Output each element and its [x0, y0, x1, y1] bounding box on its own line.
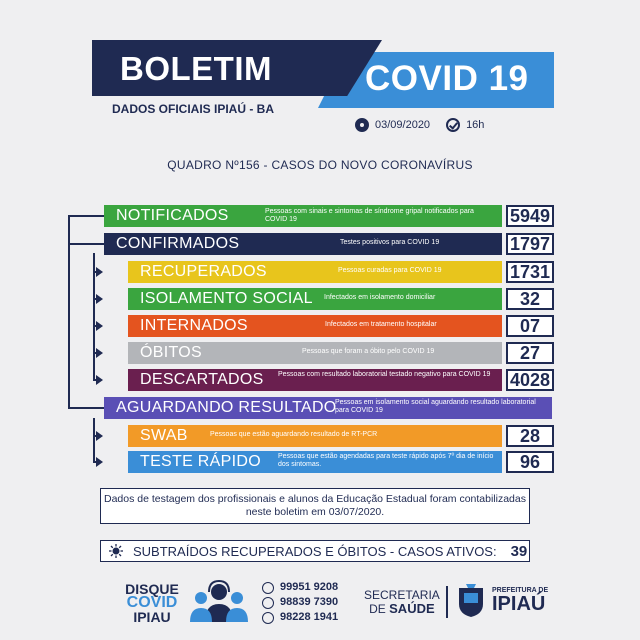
- tree-link: [93, 298, 99, 300]
- bar-label: SWAB: [140, 427, 188, 444]
- bar-label: DESCARTADOS: [140, 371, 264, 388]
- bar-label: TESTE RÁPIDO: [140, 453, 261, 470]
- phone-item[interactable]: [262, 580, 338, 595]
- tree-link: [93, 461, 99, 463]
- bar-internados: [128, 315, 502, 337]
- tree-link: [68, 243, 104, 245]
- tree-link: [68, 215, 104, 217]
- date-time: [355, 118, 484, 132]
- bar-description: Pessoas curadas para COVID 19: [338, 267, 442, 274]
- tree-sub-line: [93, 418, 95, 461]
- whatsapp-icon: [262, 582, 274, 594]
- count-notificados: 5949: [506, 205, 554, 227]
- active-cases-box: [100, 540, 530, 562]
- disque-text: DISQUE: [125, 581, 179, 597]
- covid-text: COVID: [126, 594, 178, 611]
- phone-item[interactable]: [262, 610, 338, 625]
- phone-number: 98839 7390: [280, 596, 339, 608]
- bar-description: Testes positivos para COVID 19: [340, 239, 440, 246]
- bar-description: Infectados em tratamento hospitalar: [325, 321, 437, 328]
- bar-label: CONFIRMADOS: [116, 235, 240, 252]
- count-isolamento-social: 32: [506, 288, 554, 310]
- quadro-title: QUADRO Nº156 - CASOS DO NOVO CORONAVÍRUS: [167, 158, 473, 172]
- bar-label: ISOLAMENTO SOCIAL: [140, 290, 313, 307]
- tree-link: [68, 407, 104, 409]
- page-title: BOLETIM: [120, 50, 272, 87]
- phone-item[interactable]: [262, 595, 338, 610]
- ipiau-text: IPIAU: [133, 609, 171, 625]
- count-swab: 28: [506, 425, 554, 447]
- bar-description: Infectados em isolamento domiciliar: [324, 294, 436, 301]
- tree-link: [93, 325, 99, 327]
- bar-recuperados: [128, 261, 502, 283]
- tree-link: [93, 271, 99, 273]
- city-text: IPIAÚ: [492, 592, 546, 615]
- bar-description: Pessoas que foram a óbito pelo COVID 19: [302, 348, 435, 355]
- bar-label: AGUARDANDO RESULTADO: [116, 399, 337, 416]
- bar-description: Pessoas que estão aguardando resultado de RT-PCR: [210, 431, 378, 438]
- bar-description: Pessoas com sinais e sintomas de síndrome gripal notificados para COVID 19: [265, 208, 474, 223]
- bar-label: INTERNADOS: [140, 317, 248, 334]
- bar-isolamento-social: [128, 288, 502, 310]
- calendar-icon: [355, 118, 369, 132]
- bar-label: RECUPERADOS: [140, 263, 267, 280]
- phone-number: 98228 1941: [280, 611, 339, 623]
- count-teste-rapido: 96: [506, 451, 554, 473]
- count-obitos: 27: [506, 342, 554, 364]
- date-text: 03/09/2020: [375, 119, 431, 131]
- prefeitura-logo: [456, 582, 548, 618]
- covid-title: COVID 19: [365, 59, 529, 98]
- count-confirmados: 1797: [506, 233, 554, 255]
- info-box: Dados de testagem dos profissionais e alunos da Educação Estadual foram contabilizadas neste boletim em 03/07/2020.: [100, 488, 530, 524]
- bar-label: NOTIFICADOS: [116, 207, 229, 224]
- call-center-agents-icon: [188, 578, 250, 622]
- secretaria-text: SECRETARIA: [364, 588, 440, 602]
- count-internados: 07: [506, 315, 554, 337]
- tree-link: [93, 435, 99, 437]
- count-descartados: 4028: [506, 369, 554, 391]
- phone-number: 99951 9208: [280, 581, 339, 593]
- whatsapp-icon: [262, 597, 274, 609]
- whatsapp-icon: [262, 612, 274, 624]
- crest-icon: [456, 582, 486, 618]
- disque-covid-logo: [118, 582, 186, 624]
- tree-link: [93, 352, 99, 354]
- divider: [446, 586, 448, 618]
- phone-list: [262, 580, 338, 625]
- bar-label: ÓBITOS: [140, 344, 202, 361]
- active-cases-label: SUBTRAÍDOS RECUPERADOS E ÓBITOS - CASOS ATIVOS:: [133, 543, 497, 559]
- bar-confirmados: [104, 233, 502, 255]
- bar-description: Pessoas com resultado laboratorial testado negativo para COVID 19: [278, 371, 491, 378]
- clock-icon: [446, 118, 460, 132]
- virus-icon: [109, 544, 123, 558]
- active-cases-value: 39: [510, 542, 528, 560]
- tree-link: [93, 379, 99, 381]
- prefeitura-text: PREFEITURA DE: [492, 586, 549, 594]
- subtitle: DADOS OFICIAIS IPIAÚ - BA: [112, 102, 275, 116]
- de-text: DE: [369, 602, 386, 616]
- saude-text: SAÚDE: [389, 601, 435, 616]
- bar-description: Pessoas em isolamento social aguardando resultado laboratorial para COVID 19: [335, 399, 536, 414]
- time-text: 16h: [466, 119, 485, 131]
- bar-description: Pessoas que estão agendadas para teste rápido após 7º dia de início dos sintomas.: [278, 453, 494, 468]
- count-recuperados: 1731: [506, 261, 554, 283]
- secretaria-logo: [364, 588, 440, 616]
